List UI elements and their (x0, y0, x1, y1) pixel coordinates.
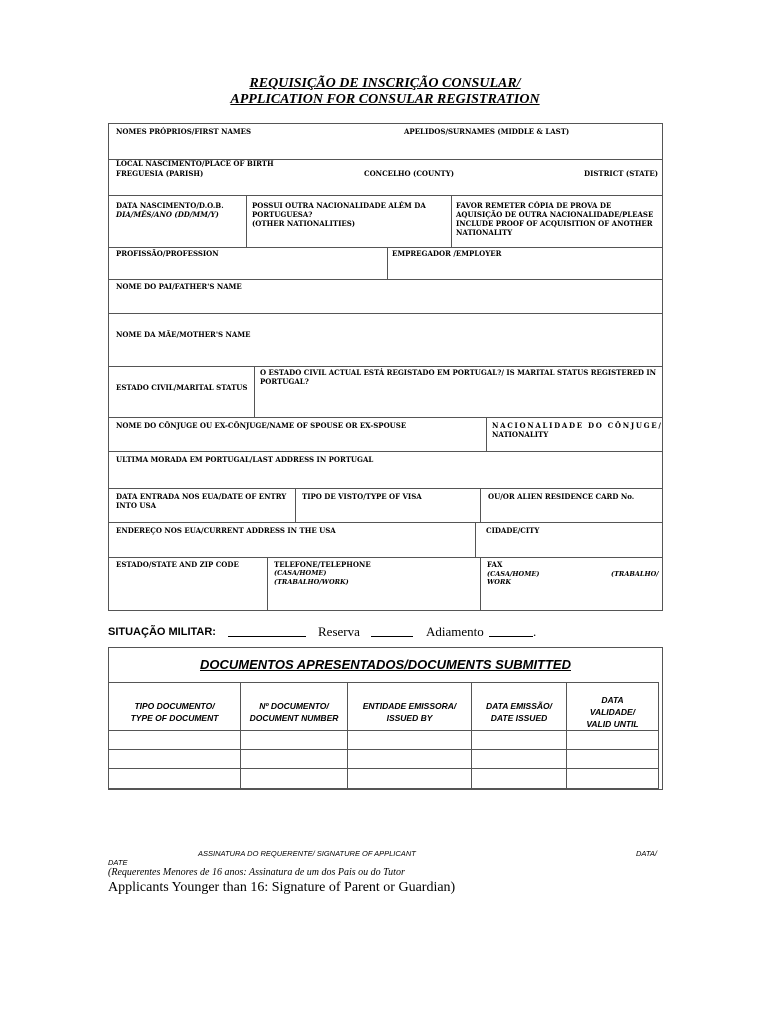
doc-col-valid-3: VALID UNTIL (586, 719, 639, 729)
doc-row1-issuer[interactable] (347, 730, 472, 750)
entry-date-label: DATA ENTRADA NOS EUA/DATE OF ENTRY (116, 492, 287, 501)
doc-row1-type[interactable] (108, 730, 241, 750)
marital-registered-label-2: PORTUGAL? (260, 377, 309, 386)
spouse-label: NOME DO CÔNJUGE OU EX-CÔNJUGE/NAME OF SPOUSE OR EX-SPOUSE (116, 421, 407, 430)
doc-col-issued-1: DATA EMISSÃO/ (486, 701, 552, 711)
fax-work-label: (TRABALHO/ (611, 570, 659, 578)
employer-label: EMPREGADOR /EMPLOYER (392, 249, 502, 258)
telephone-work-label: (TRABALHO/WORK) (274, 578, 349, 586)
proof-label-2: AQUISIÇÃO DE OUTRA NACIONALIDADE/PLEASE (456, 210, 654, 219)
doc-row1-issued[interactable] (471, 730, 567, 750)
doc-row3-number[interactable] (240, 768, 348, 789)
visa-type-label: TIPO DE VISTO/TYPE OF VISA (302, 492, 422, 501)
deferment-end: . (533, 624, 537, 639)
proof-label-4: NATIONALITY (456, 228, 513, 237)
parish-label: FREGUESIA (PARISH) (116, 169, 204, 178)
doc-col-type-2: TYPE OF DOCUMENT (130, 713, 219, 723)
doc-row3-issuer[interactable] (347, 768, 472, 789)
doc-col-issuer-1: ENTIDADE EMISSORA/ (362, 701, 457, 711)
doc-col-valid-1: DATA (601, 695, 624, 705)
doc-row1-valid[interactable] (566, 730, 659, 750)
doc-row3-issued[interactable] (471, 768, 567, 789)
doc-col-number-2: DOCUMENT NUMBER (249, 713, 339, 723)
spouse-nationality-label-2: NATIONALITY (492, 430, 549, 439)
alien-card-label: OU/OR ALIEN RESIDENCE CARD No. (488, 492, 635, 501)
doc-row2-issued[interactable] (471, 749, 567, 769)
signature-label: ASSINATURA DO REQUERENTE/ SIGNATURE OF APPLICANT (198, 849, 416, 858)
fax-home-label: (CASA/HOME) (487, 570, 540, 578)
father-label: NOME DO PAI/FATHER'S NAME (116, 282, 242, 291)
doc-row2-issuer[interactable] (347, 749, 472, 769)
marital-registered-label: O ESTADO CIVIL ACTUAL ESTÁ REGISTADO EM PORTUGAL?/ IS MARITAL STATUS REGISTERED IN (260, 368, 657, 377)
deferment-blank[interactable] (489, 636, 533, 637)
surnames-label: APELIDOS/SURNAMES (MIDDLE & LAST) (404, 127, 570, 136)
reserve-blank[interactable] (371, 636, 413, 637)
profession-label: PROFISSÃO/PROFESSION (116, 249, 219, 258)
mother-label: NOME DA MÃE/MOTHER'S NAME (116, 330, 251, 339)
doc-row3-valid[interactable] (566, 768, 659, 789)
us-address-label: ENDEREÇO NOS EUA/CURRENT ADDRESS IN THE USA (116, 526, 336, 535)
first-names-label: NOMES PRÓPRIOS/FIRST NAMES (116, 127, 252, 136)
doc-col-number-1: Nº DOCUMENTO/ (259, 701, 329, 711)
other-nationality-label-2: PORTUGUESA? (252, 210, 313, 219)
dob-label: DATA NASCIMENTO/D.O.B. (116, 201, 224, 210)
city-label: CIDADE/CITY (486, 526, 540, 535)
doc-row2-type[interactable] (108, 749, 241, 769)
date-label-left: DATE (108, 858, 128, 867)
telephone-home-label: (CASA/HOME) (274, 569, 327, 577)
minors-note: (Requerentes Menores de 16 anos: Assinatura de um dos Pais ou do Tutor (108, 867, 405, 878)
dob-format-label: DIA/MÊS/ANO (DD/MM/Y) (116, 210, 219, 219)
form-title-en: APPLICATION FOR CONSULAR REGISTRATION (230, 92, 540, 107)
military-blank-1[interactable] (228, 636, 306, 637)
proof-label-1: FAVOR REMETER CÓPIA DE PROVA DE (456, 201, 612, 210)
doc-row2-number[interactable] (240, 749, 348, 769)
doc-col-type-1: TIPO DOCUMENTO/ (134, 701, 215, 711)
deferment-label: Adiamento (426, 624, 484, 639)
proof-label-3: INCLUDE PROOF OF ACQUISITION OF ANOTHER (456, 219, 653, 228)
doc-col-valid-2: VALIDADE/ (589, 707, 636, 717)
fax-work-label-2: WORK (487, 578, 512, 586)
birthplace-label: LOCAL NASCIMENTO/PLACE OF BIRTH (116, 159, 274, 168)
marital-status-label: ESTADO CIVIL/MARITAL STATUS (116, 383, 248, 392)
state-zip-label: ESTADO/STATE AND ZIP CODE (116, 560, 239, 569)
telephone-label: TELEFONE/TELEPHONE (274, 560, 371, 569)
doc-row3-type[interactable] (108, 768, 241, 789)
doc-row2-valid[interactable] (566, 749, 659, 769)
documents-title: DOCUMENTOS APRESENTADOS/DOCUMENTS SUBMITTED (200, 657, 571, 672)
entry-date-label-2: INTO USA (116, 501, 157, 510)
last-address-label: ULTIMA MORADA EM PORTUGAL/LAST ADDRESS IN PORTUGAL (116, 455, 374, 464)
spouse-nationality-label: NACIONALIDADE DO CÔNJUGE/ (492, 421, 663, 430)
reserve-label: Reserva (318, 624, 360, 639)
military-label: SITUAÇÃO MILITAR: (108, 626, 216, 638)
fax-label: FAX (487, 560, 503, 569)
doc-col-issuer-2: ISSUED BY (386, 713, 433, 723)
district-label: DISTRICT (STATE) (584, 169, 659, 178)
other-nationality-label: POSSUI OUTRA NACIONALIDADE ALÉM DA (252, 201, 426, 210)
other-nationality-label-3: (OTHER NATIONALITIES) (252, 219, 356, 228)
doc-col-issued-2: DATE ISSUED (490, 713, 548, 723)
doc-row1-number[interactable] (240, 730, 348, 750)
form-title-pt: REQUISIÇÃO DE INSCRIÇÃO CONSULAR/ (249, 76, 521, 91)
mother-row[interactable] (108, 313, 663, 367)
date-label-right: DATA/ (636, 849, 657, 858)
county-label: CONCELHO (COUNTY) (364, 169, 455, 178)
minors-note-en: Applicants Younger than 16: Signature of Parent or Guardian) (108, 880, 456, 895)
